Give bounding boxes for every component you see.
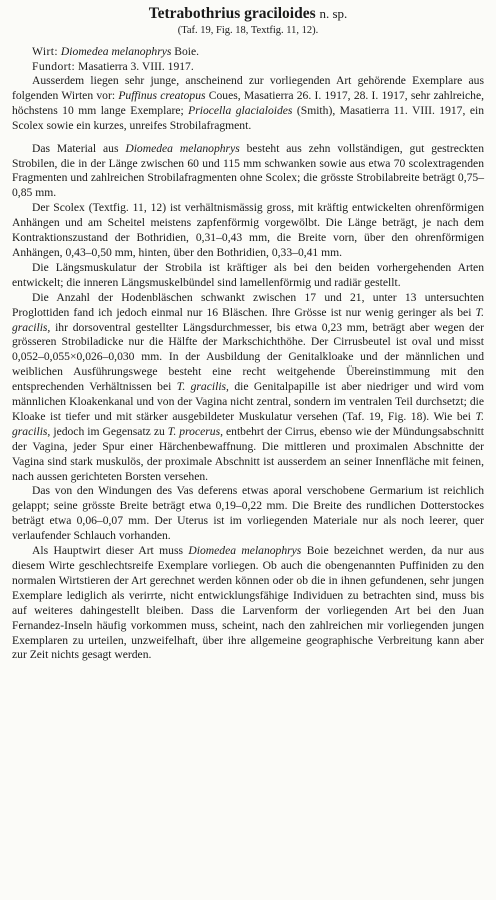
species-ref: Puffinus creatopus: [118, 88, 206, 102]
locality-value: Masatierra 3. VIII. 1917.: [78, 60, 194, 73]
locality-label: Fundort:: [32, 60, 76, 73]
text: Coues, Masatierra 26. I. 1917, 28. I. 1917, sehr zahlreiche, höchstens 10 mm lange Exemplare;: [12, 88, 485, 117]
paragraph-additional-hosts: [12, 74, 484, 134]
figure-reference: (Taf. 19, Fig. 18, Textfig. 11, 12).: [177, 25, 319, 36]
text: entbehrt der Cirrus, ebenso wie der Mündungsabschnitt der Vagina, jeder Spur einer Härchenbewaffnung. Die mittleren und proximalen Abschnitte der Vagina sind stark muskulös, der proximale Abschnitt ist ausserdem an seiner Innenfläche mit feinen, nach aussen gerichteten Borsten versehen.: [12, 424, 484, 483]
species-ref: Diomedea melanophrys: [125, 141, 240, 155]
text: Die Anzahl der Hodenbläschen schwankt zwischen 17 und 21, unter 13 untersuchten Proglottiden fand ich jedoch einmal nur 16 Bläschen. Ihre Grösse ist nur wenig geringer als bei: [12, 290, 484, 319]
host-line: [12, 44, 484, 59]
paragraph-main-host: [12, 544, 484, 663]
paragraph-scolex: Der Scolex (Textfig. 11, 12) ist verhältnismässig gross, mit kräftig entwickelten ohrenförmigen Anhängen und am Scheitel meistens zapfenförmig vorgewölbt. Die Länge beträgt, je nach dem Kontraktionszustand der Bothridien, 0,31–0,43 mm, die Breite vorn, über den ohrenförmigen Anhängen, 0,43–0,50 mm, hinten, über den Bothridien, 0,33–0,41 mm.: [12, 201, 484, 259]
species-ref: T. gracilis,: [12, 305, 484, 334]
paragraph-musculature: Die Längsmuskulatur der Strobila ist kräftiger als bei den beiden vorhergehenden Arten entwickelt; die inneren Längsmuskelbündel sind lamellenförmig und radiär gestellt.: [12, 260, 484, 289]
host-label: Wirt:: [32, 45, 59, 58]
text: Das Material aus: [32, 141, 126, 155]
text: Als Hauptwirt dieser Art muss: [32, 544, 189, 558]
host-author: Boie.: [174, 45, 200, 58]
species-name: Tetrabothrius graciloides: [148, 5, 316, 22]
text: ihr dorsoventral gestellter Längsdurchmesser, bis etwa 0,23 mm, beträgt aber wegen der grösseren Strobiladicke nur die Hälfte der Markschichthöhe. Der Cirrusbeutel ist oval und misst 0,052–0,055×0,026–0,030 mm. In der Ausbildung der Genitalkloake und der männlichen und weiblichen Ausführungswege besteht eine recht weitgehende Übereinstimmung mit den entsprechenden Verhältnissen bei: [12, 320, 484, 394]
text: jedoch im Gegensatz zu: [50, 424, 168, 438]
species-ref: Priocella glacialoides: [188, 103, 293, 117]
species-ref: T. gracilis,: [12, 409, 484, 438]
text: besteht aus zehn vollständigen, gut gestreckten Strobilen, die in der Länge zwischen 60 und 115 mm schwanken sowie aus etwa 70 scolextragenden Fragmenten und zahlreichen Strobilafragmenten ohne Scolex; die grösste Strobilabreite beträgt 0,75–0,85 mm.: [12, 141, 485, 200]
locality-line: [12, 59, 484, 74]
paragraph-testes: [12, 291, 484, 485]
text: die Genitalpapille ist aber niedriger und wird vom männlichen Kloakenkanal und von der Vagina nicht zentral, sondern im ventralen Teil durchsetzt; die Kloake ist tiefer und mit stärker ausgebildeter Muskulatur versehen (Taf. 19, Fig. 18). Wie bei: [12, 380, 485, 423]
text: Ausserdem liegen sehr junge, anscheinend zur vorliegenden Art gehörende Exemplare aus folgenden Wirten vor:: [12, 74, 484, 102]
species-ref: T. procerus,: [167, 424, 223, 438]
paragraph-material: [12, 142, 484, 202]
article-title: [12, 4, 484, 23]
species-ref: T. gracilis,: [176, 380, 229, 394]
species-ref: Diomedea melanophrys: [188, 544, 302, 558]
text: (Smith), Masatierra 11. VIII. 1917, ein Scolex sowie ein kurzes, unreifes Strobilafragment.: [12, 103, 484, 132]
host-species: Diomedea melanophrys: [60, 45, 172, 58]
paragraph-germarium: Das von den Windungen des Vas deferens etwas aporal verschobene Germarium ist reichlich gelappt; seine grösste Breite beträgt etwa 0,19–0,22 mm. Die Breite des rundlichen Dotterstockes beträgt etwa 0,06–0,07 mm. Der Uterus ist im vorliegenden Materiale nur als noch leerer, quer verlaufender Schlauch vorhanden.: [12, 484, 484, 543]
text: Boie bezeichnet werden, da nur aus diesem Wirte geschlechtsreife Exemplare vorliegen. Ob auch die obengenannten Puffiniden zu den normalen Wirtstieren der Art gerechnet werden können oder ob die in ihnen gefundenen, sehr jungen Exemplare lediglich als verirrte, nicht entwicklungsfähige Individuen zu betrachten sind, muss bis auf weiteres dahingestellt bleiben. Dass die Larvenform der vorliegenden Art bei den Juan Fernandez-Inseln häufig vorkommen muss, scheint, nach den zahlreichen mir vorliegenden jungen Exemplaren zu urteilen, unzweifelhaft, über ihre allgemeine geographische Verbreitung kann aber zur Zeit nichts gesagt werden.: [12, 544, 484, 662]
new-species-mark: n. sp.: [319, 6, 348, 21]
